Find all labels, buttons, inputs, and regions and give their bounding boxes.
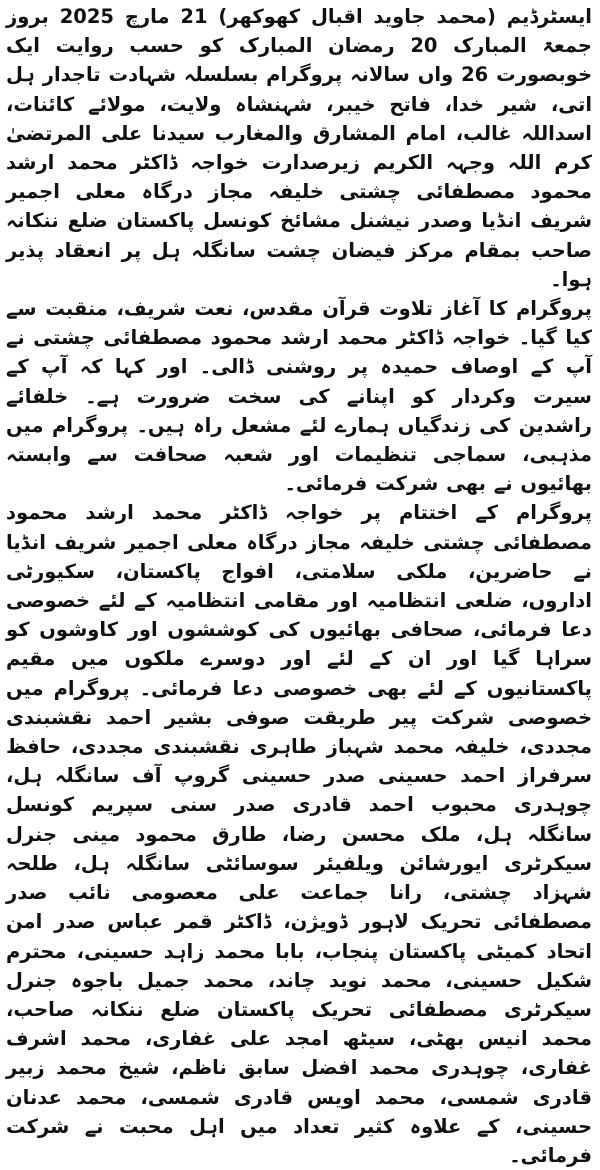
article-paragraph-speech: پروگرام کا آغاز تلاوت قرآن مقدس، نعت شریف، منقبت سے کیا گیا۔ خواجہ ڈاکٹر محمد ارشد محمود مصطفائی چشتی نے آپ کے اوصاف حمیدہ پر روشنی ڈالی۔ اور کہا کہ آپ کے سیرت وکردار کو اپنانے کی سخت ضرورت ہے۔ خلفائے راشدین کی زندگیاں ہمارے لئے مشعل راہ ہیں۔ پروگرام میں مذہبی، سماجی تنظیمات اور شعبہ صحافت سے وابستہ بھائیوں نے بھی شرکت فرمائی۔ bbox=[6, 297, 592, 496]
article-paragraph-participants: پروگرام کے اختتام پر خواجہ ڈاکٹر محمد ارشد محمود مصطفائی چشتی خلیفہ مجاز درگاہ معلی اجمیر شریف انڈیا نے حاضرین، ملکی سلامتی، افواج پاکستان، سکیورٹی اداروں، ضلعی انتظامیہ اور مقامی انتظامیہ کے لئے خصوصی دعا فرمائی، صحافی بھائیوں کی کوششوں اور کاوشوں کو سراہا گیا اور ان کے لئے اور دوسرے ملکوں میں مقیم پاکستانیوں کے لئے بھی خصوصی دعا فرمائی۔ پروگرام میں خصوصی شرکت پیر طریقت صوفی بشیر احمد نقشبندی مجددی، خلیفہ محمد شہباز طاہری نقشبندی مجددی، حافظ سرفراز احمد حسینی صدر حسینی گروپ آف سانگلہ ہل، چوہدری محبوب احمد قادری صدر سنی سپریم کونسل سانگلہ ہل، ملک محسن رضا، طارق محمود مینی جنرل سیکرٹری ایورشائن ویلفیئر سوسائٹی سانگلہ ہل، طلحہ شہزاد چشتی، رانا جماعت علی معصومی نائب صدر مصطفائی تحریک لاہور ڈویژن، ڈاکٹر قمر عباس صدر امن اتحاد کمیٹی پاکستان پنجاب، بابا محمد زاہد حسینی، محترم شکیل حسینی، محمد نوید چاند، محمد جمیل باجوہ جنرل سیکرٹری مصطفائی تحریک پاکستان ضلع ننکانہ صاحب، محمد انیس بھٹی، سیٹھ امجد علی غفاری، محمد اشرف غفاری، چوہدری محمد افضل سابق ناظم، شیخ محمد زبیر قادری شمسی، محمد اویس قادری شمسی، محمد عدنان حسینی، کے علاوہ کثیر تعداد میں اہل محبت نے شرکت فرمائی۔ bbox=[6, 501, 592, 1167]
article-paragraph-intro: ایسٹرڈیم (محمد جاوید اقبال کھوکھر) 21 مارچ 2025 بروز جمعۃ المبارک 20 رمضان المبارک کو حسب روایت ایک خوبصورت 26 واں سالانہ پروگرام بسلسلہ شہادت تاجدار ہل اتی، شیر خدا، فاتح خیبر، شہنشاہ ولایت، مولائے کائنات، اسداللہ غالب، امام المشارق والمغارب سیدنا علی المرتضیٰ کرم اللہ وجہہ الکریم زیرصدارت خواجہ ڈاکٹر محمد ارشد محمود مصطفائی چشتی خلیفہ مجاز درگاہ معلی اجمیر شریف انڈیا وصدر نیشنل مشائخ کونسل پاکستان ضلع ننکانہ صاحب بمقام مرکز فیضان چشت سانگلہ ہل پر انعقاد پذیر ہوا۔ bbox=[6, 5, 592, 291]
